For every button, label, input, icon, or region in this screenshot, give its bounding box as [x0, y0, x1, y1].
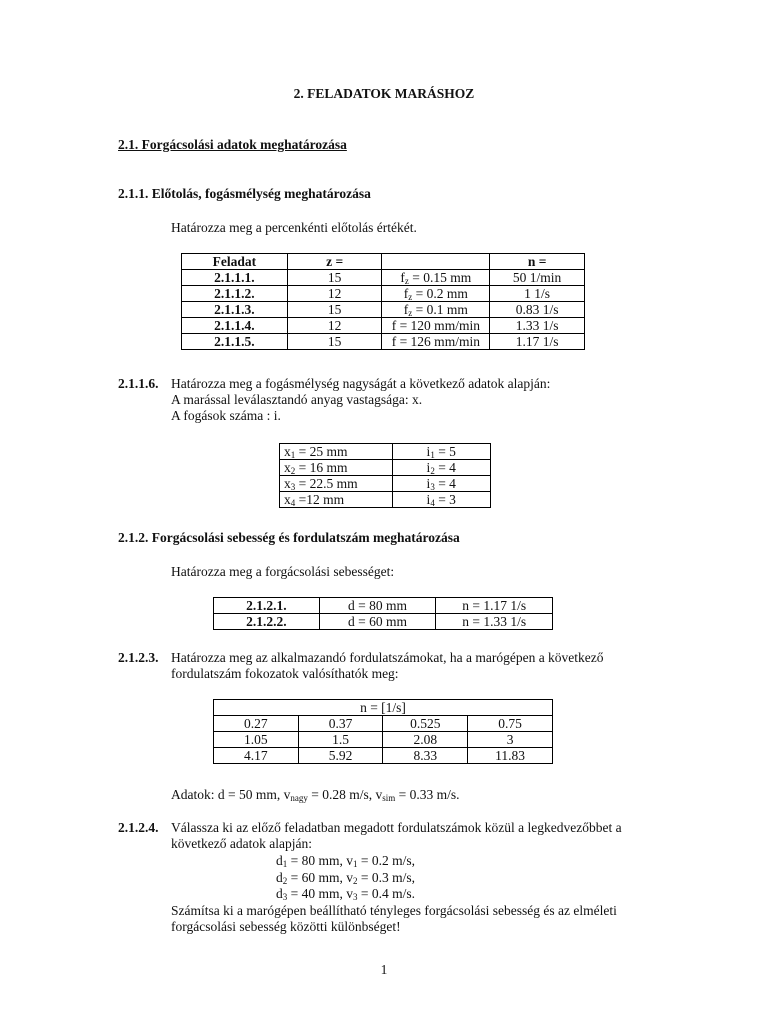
speed-cell: 2.08: [383, 732, 468, 748]
speed-cell: 0.27: [214, 716, 299, 732]
table-row: [214, 748, 553, 764]
d-cell: d = 80 mm: [319, 598, 436, 614]
table-row: [280, 476, 491, 492]
task-id-cell: 2.1.1.4.: [182, 318, 288, 334]
task-id-cell: 2.1.2.2.: [214, 614, 320, 630]
z-cell: 15: [287, 302, 382, 318]
z-cell: 12: [287, 286, 382, 302]
x-cell: $x_2 = 16$ mm: [280, 460, 393, 476]
d-cell: d = 60 mm: [319, 614, 436, 630]
item-number: 2.1.2.3.: [118, 650, 159, 665]
item-text: A fogások száma : i.: [171, 408, 281, 423]
z-cell: 12: [287, 318, 382, 334]
data-line: $d_2 = 60$ mm, $v_2 = 0.3$ m/s,: [276, 870, 415, 886]
table-row: [182, 334, 585, 350]
table-row: [280, 492, 491, 508]
intro-text-2-1-2: Határozza meg a forgácsolási sebességet:: [171, 564, 395, 579]
speed-cell: 3: [468, 732, 553, 748]
table-row: [214, 614, 553, 630]
table-header-cell: Feladat: [182, 254, 288, 270]
z-cell: 15: [287, 270, 382, 286]
n-cell: 50 1/min: [490, 270, 585, 286]
item-text: következő adatok alapján:: [171, 836, 312, 851]
spindle-speed-table: [213, 699, 553, 764]
feed-rate-table: [181, 253, 585, 350]
n-cell: 1.33 1/s: [490, 318, 585, 334]
feed-cell: $f_z = 0.15$ mm: [382, 270, 490, 286]
speed-cell: 1.05: [214, 732, 299, 748]
speed-cell: 5.92: [298, 748, 383, 764]
item-text: Számítsa ki a marógépen beállítható tényleges forgácsolási sebesség és az elméleti: [171, 903, 617, 918]
item-text: Határozza meg a fogásmélység nagyságát a következő adatok alapján:: [171, 376, 551, 391]
item-text: Határozza meg az alkalmazandó fordulatszámokat, ha a marógépen a következő: [171, 650, 604, 665]
speed-cell: 0.525: [383, 716, 468, 732]
table-row: [182, 270, 585, 286]
speed-cell: 4.17: [214, 748, 299, 764]
table-row: [182, 286, 585, 302]
item-text: A marással leválasztandó anyag vastagsága: x.: [171, 392, 423, 407]
section-heading-2-1: 2.1. Forgácsolási adatok meghatározása: [118, 137, 347, 152]
n-cell: 1 1/s: [490, 286, 585, 302]
intro-text-2-1-1: Határozza meg a percenkénti előtolás értékét.: [171, 220, 417, 235]
section-heading-2-1-2: 2.1.2. Forgácsolási sebesség és fordulatszám meghatározása: [118, 530, 460, 545]
speed-cell: 11.83: [468, 748, 553, 764]
task-id-cell: 2.1.1.1.: [182, 270, 288, 286]
n-cell: n = 1.17 1/s: [436, 598, 553, 614]
table-row: [214, 732, 553, 748]
speed-cell: 0.75: [468, 716, 553, 732]
feed-cell: $f_z = 0.1$ mm: [382, 302, 490, 318]
x-cell: $x_3 = 22.5$ mm: [280, 476, 393, 492]
table-row: [214, 598, 553, 614]
data-line: $d_3 = 40$ mm, $v_3 = 0.4$ m/s.: [276, 886, 415, 902]
data-line: $d_1 = 80$ mm, $v_1 = 0.2$ m/s,: [276, 853, 415, 869]
page-number: 1: [380, 962, 388, 977]
task-id-cell: 2.1.1.2.: [182, 286, 288, 302]
n-cell: 1.17 1/s: [490, 334, 585, 350]
table-row: [214, 716, 553, 732]
z-cell: 15: [287, 334, 382, 350]
i-cell: $i_4 = 3$: [392, 492, 491, 508]
table-row: [280, 460, 491, 476]
table-row: [182, 318, 585, 334]
feed-cell: f = 120 mm/min: [382, 318, 490, 334]
n-cell: n = 1.33 1/s: [436, 614, 553, 630]
x-cell: $x_1 = 25$ mm: [280, 444, 393, 460]
i-cell: $i_3 = 4$: [392, 476, 491, 492]
cutting-speed-table: [213, 597, 553, 630]
table-header-row: [214, 700, 553, 716]
feed-cell: f = 126 mm/min: [382, 334, 490, 350]
table-header-cell: z =: [287, 254, 382, 270]
depth-table: [279, 443, 491, 508]
x-cell: $x_4 =12$ mm: [280, 492, 393, 508]
i-cell: $i_1 = 5$: [392, 444, 491, 460]
i-cell: $i_2 = 4$: [392, 460, 491, 476]
n-cell: 0.83 1/s: [490, 302, 585, 318]
task-id-cell: 2.1.1.5.: [182, 334, 288, 350]
item-text: Válassza ki az előző feladatban megadott fordulatszámok közül a legkedvezőbbet a: [171, 820, 622, 835]
table-header-cell: [382, 254, 490, 270]
item-text: fordulatszám fokozatok valósíthatók meg:: [171, 666, 399, 681]
item-text: forgácsolási sebesség közötti különbséget!: [171, 919, 401, 934]
table-header-cell: n =: [490, 254, 585, 270]
speed-cell: 0.37: [298, 716, 383, 732]
table-header-cell: n = [1/s]: [214, 700, 553, 716]
speed-cell: 8.33: [383, 748, 468, 764]
table-row: [280, 444, 491, 460]
table-header-row: [182, 254, 585, 270]
item-number: 2.1.1.6.: [118, 376, 159, 391]
section-heading-2-1-1: 2.1.1. Előtolás, fogásmélység meghatározása: [118, 186, 371, 201]
table-row: [182, 302, 585, 318]
item-number: 2.1.2.4.: [118, 820, 159, 835]
task-id-cell: 2.1.1.3.: [182, 302, 288, 318]
data-line: Adatok: d = 50 mm, $v_{nagy} = 0.28$ m/s, $v_{sim} = 0.33$ m/s.: [171, 787, 460, 803]
task-id-cell: 2.1.2.1.: [214, 598, 320, 614]
speed-cell: 1.5: [298, 732, 383, 748]
page-title: 2. FELADATOK MARÁSHOZ: [293, 86, 475, 101]
feed-cell: $f_z = 0.2$ mm: [382, 286, 490, 302]
